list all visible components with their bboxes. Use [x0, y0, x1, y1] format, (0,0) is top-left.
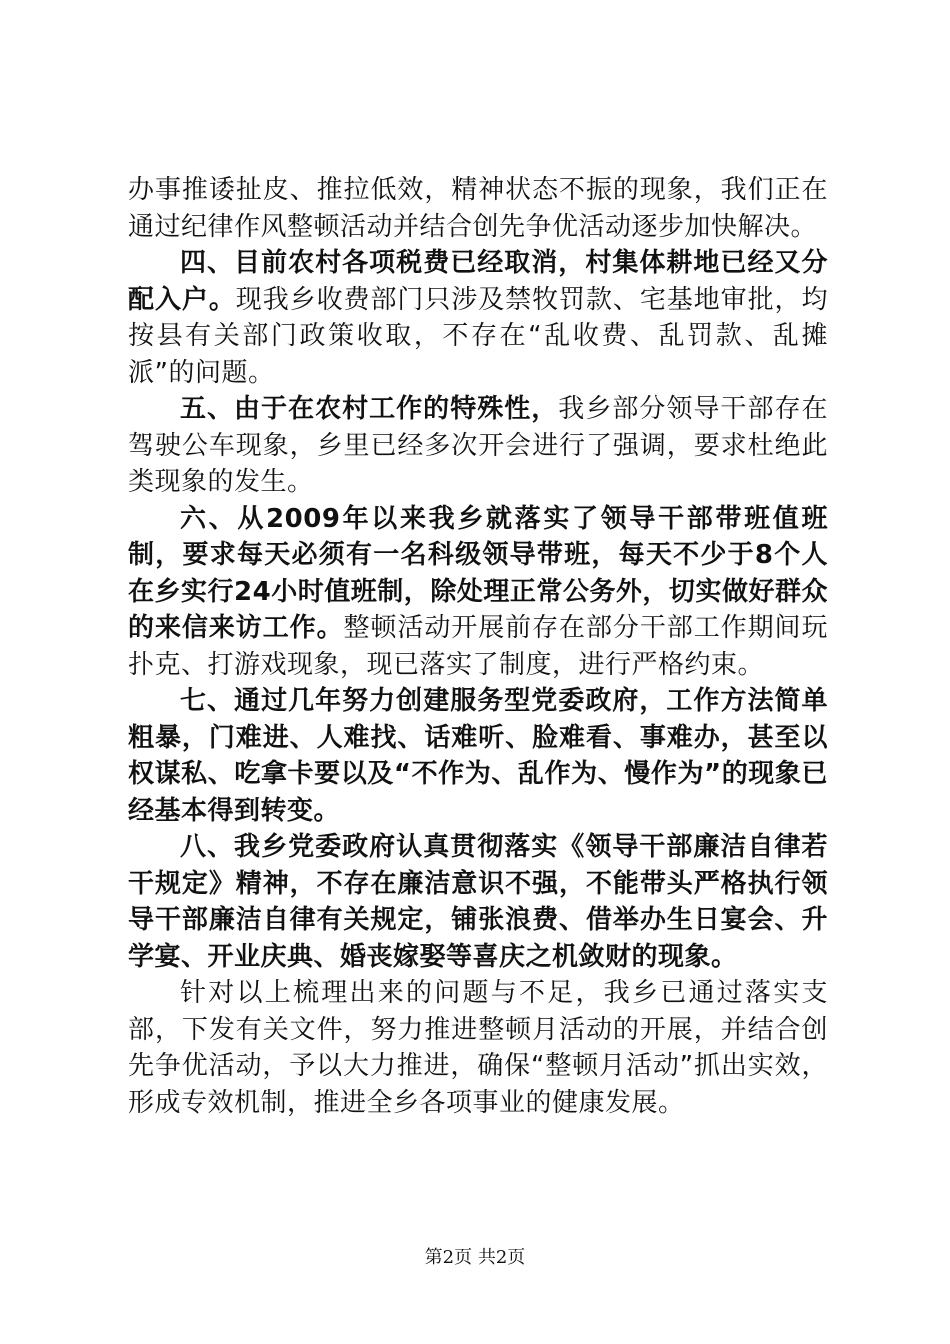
page-number-label: 第2页 共2页 — [424, 1247, 526, 1268]
paragraph-6 — [128, 829, 828, 975]
paragraph-7-text: 针对以上梳理出来的问题与不足，我乡已通过落实支部，下发有关文件，努力推进整顿月活动的开展，并结合创先争优活动，予以大力推进，确保“整顿月活动”抓出实效，形成专效机制，推进全乡各项事业的健康发展。 — [128, 978, 828, 1118]
paragraph-4 — [128, 501, 828, 684]
paragraph-1 — [128, 172, 828, 245]
paragraph-6-bold: 八、我乡党委政府认真贯彻落实《领导干部廉洁自律若干规定》精神，不存在廉洁意识不强，不能带头严格执行领导干部廉洁自律有关规定，铺张浪费、借举办生日宴会、升学宴、开业庆典、婚丧嫁娶等喜庆之机敛财的现象。 — [128, 832, 828, 972]
paragraph-4-text: 整顿活动开展前存在部分干部工作期间玩扑克、打游戏现象，现已落实了制度，进行严格约束。 — [128, 613, 828, 680]
page-footer — [0, 1243, 950, 1269]
document-body — [128, 172, 828, 1121]
paragraph-2-text: 现我乡收费部门只涉及禁牧罚款、宅基地审批，均按县有关部门政策收取，不存在“乱收费、乱罚款、乱摊派”的问题。 — [128, 284, 828, 388]
paragraph-5-bold: 七、通过几年努力创建服务型党委政府，工作方法简单粗暴，门难进、人难找、话难听、脸难看、事难办，甚至以权谋私、吃拿卡要以及“不作为、乱作为、慢作为”的现象已经基本得到转变。 — [128, 686, 828, 826]
paragraph-7 — [128, 975, 828, 1121]
paragraph-3-bold: 五、由于在农村工作的特殊性， — [180, 394, 559, 424]
paragraph-3 — [128, 391, 828, 501]
paragraph-5 — [128, 683, 828, 829]
paragraph-1-text: 办事推诿扯皮、推拉低效，精神状态不振的现象，我们正在通过纪律作风整顿活动并结合创先争优活动逐步加快解决。 — [128, 175, 828, 242]
paragraph-2-bold: 四、目前农村各项税费已经取消，村集体耕地已经又分配入户。 — [128, 248, 828, 315]
paragraph-2 — [128, 245, 828, 391]
paragraph-3-text: 我乡部分领导干部存在驾驶公车现象，乡里已经多次开会进行了强调，要求杜绝此类现象的发生。 — [128, 394, 828, 497]
paragraph-4-bold: 六、从2009年以来我乡就落实了领导干部带班值班制，要求每天必须有一名科级领导带班，每天不少于8个人在乡实行24小时值班制，除处理正常公务外，切实做好群众的来信来访工作。 — [128, 503, 828, 643]
